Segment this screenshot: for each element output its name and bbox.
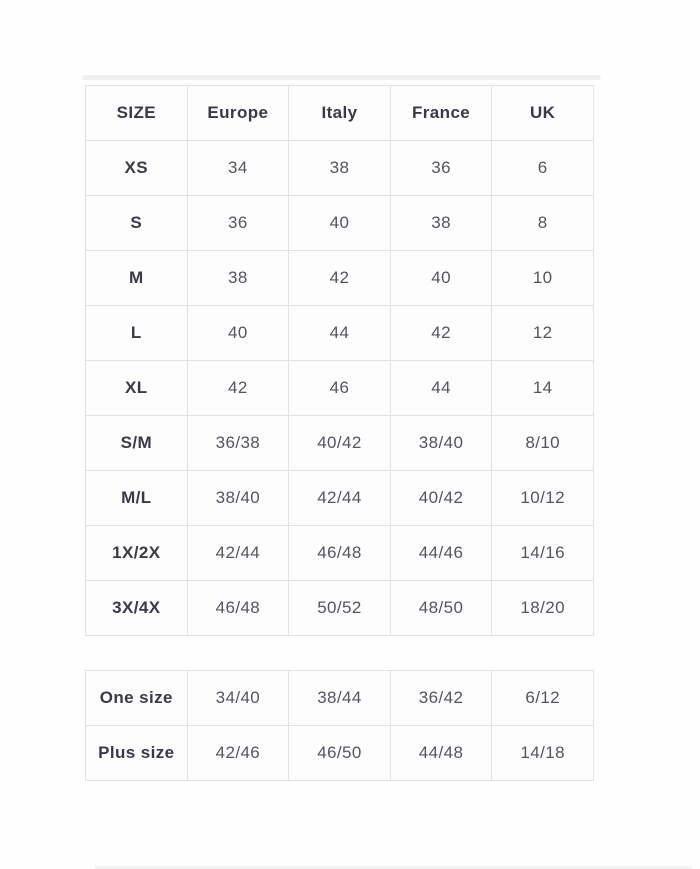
table-cell: 36/38 [187,416,289,471]
row-label: Plus size [86,726,188,781]
size-conversion-table [85,85,594,636]
table-cell: 6 [492,141,594,196]
table-cell: 44 [390,361,492,416]
column-header-europe: Europe [187,86,289,141]
table-cell: 42/46 [187,726,289,781]
table-row-plus-size [86,726,594,781]
table-cell: 42/44 [187,526,289,581]
row-label: XL [86,361,188,416]
table-cell: 8 [492,196,594,251]
table-cell: 34 [187,141,289,196]
table-row-l [86,306,594,361]
table-cell: 48/50 [390,581,492,636]
table-cell: 18/20 [492,581,594,636]
table-cell: 42 [187,361,289,416]
table-cell: 8/10 [492,416,594,471]
row-label: S [86,196,188,251]
table-cell: 10/12 [492,471,594,526]
table-cell: 38/44 [289,671,391,726]
table-row-s-m [86,416,594,471]
column-header-uk: UK [492,86,594,141]
table-cell: 40 [289,196,391,251]
table-cell: 38 [289,141,391,196]
table-row-one-size [86,671,594,726]
table-row-xs [86,141,594,196]
table-row-m-l [86,471,594,526]
table-row-m [86,251,594,306]
table-cell: 36 [390,141,492,196]
table-cell: 42 [390,306,492,361]
table-cell: 42 [289,251,391,306]
table-cell: 46 [289,361,391,416]
table-top-shadow-bar [82,75,601,80]
column-header-size: SIZE [86,86,188,141]
table-cell: 46/48 [289,526,391,581]
table-cell: 12 [492,306,594,361]
table-cell: 14/16 [492,526,594,581]
row-label: M [86,251,188,306]
table-cell: 40/42 [390,471,492,526]
table-row-xl [86,361,594,416]
table-cell: 44/48 [390,726,492,781]
row-label: XS [86,141,188,196]
table-cell: 14/18 [492,726,594,781]
table-cell: 38 [187,251,289,306]
table-cell: 36 [187,196,289,251]
row-label: One size [86,671,188,726]
table-row-s [86,196,594,251]
table-cell: 6/12 [492,671,594,726]
table-cell: 40 [187,306,289,361]
table-cell: 42/44 [289,471,391,526]
table-cell: 34/40 [187,671,289,726]
table-cell: 46/48 [187,581,289,636]
table-cell: 40 [390,251,492,306]
special-sizes-table [85,670,594,781]
row-label: S/M [86,416,188,471]
table-cell: 40/42 [289,416,391,471]
table-cell: 44 [289,306,391,361]
row-label: 1X/2X [86,526,188,581]
table-row-3x-4x [86,581,594,636]
table-cell: 38 [390,196,492,251]
column-header-italy: Italy [289,86,391,141]
table-cell: 46/50 [289,726,391,781]
column-header-france: France [390,86,492,141]
table-cell: 38/40 [390,416,492,471]
table-cell: 10 [492,251,594,306]
table-cell: 38/40 [187,471,289,526]
header-row [86,86,594,141]
row-label: L [86,306,188,361]
table-cell: 36/42 [390,671,492,726]
table-cell: 50/52 [289,581,391,636]
row-label: 3X/4X [86,581,188,636]
table-cell: 14 [492,361,594,416]
row-label: M/L [86,471,188,526]
table-row-1x-2x [86,526,594,581]
table-cell: 44/46 [390,526,492,581]
